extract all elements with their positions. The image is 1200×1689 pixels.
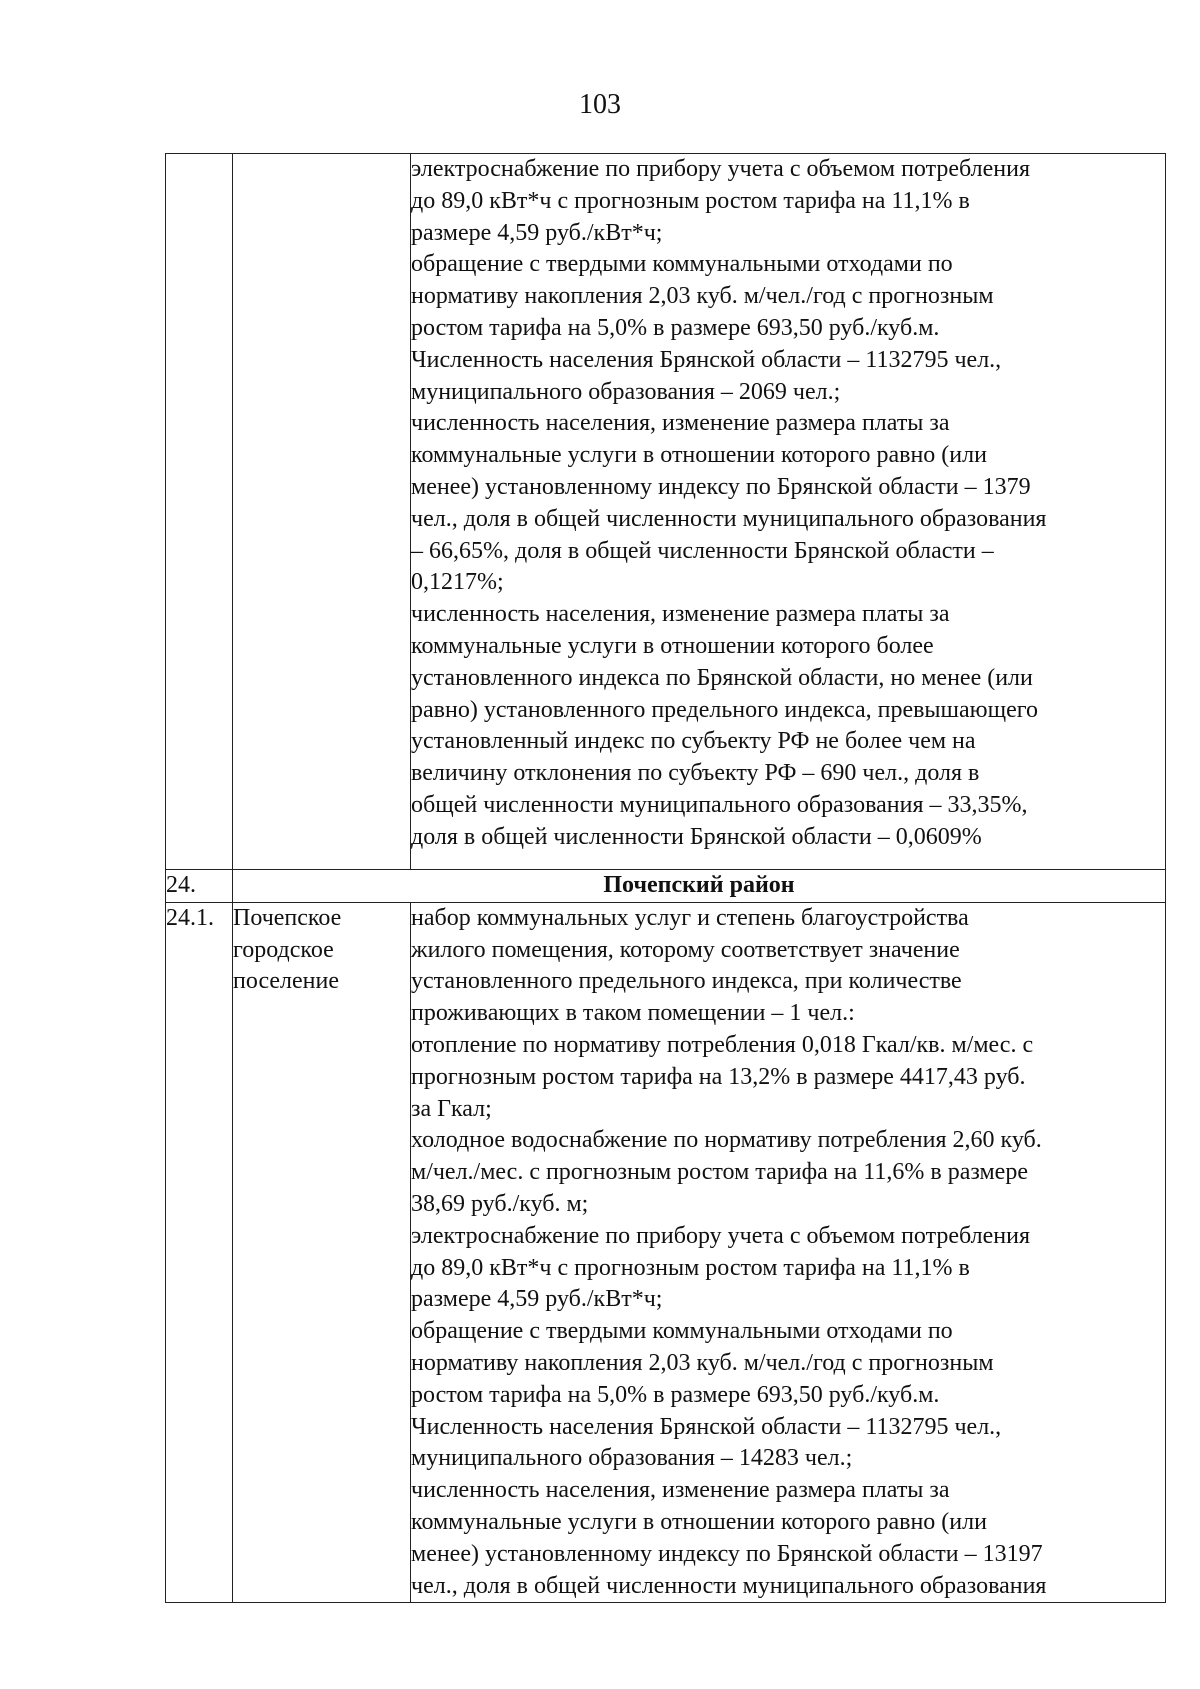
description-cell bbox=[411, 154, 1166, 870]
description-line: величину отклонения по субъекту РФ – 690 чел., доля в bbox=[411, 760, 980, 787]
description-line: 0,1217%; bbox=[411, 569, 504, 596]
description-line: холодное водоснабжение по нормативу потребления 2,60 куб. bbox=[411, 1127, 1042, 1154]
table-row-continuation bbox=[166, 154, 1166, 870]
description-line: менее) установленному индексу по Брянской области – 1379 bbox=[411, 473, 1031, 500]
row-number-cell bbox=[166, 154, 233, 870]
description-line: 38,69 руб./куб. м; bbox=[411, 1190, 589, 1217]
description-line: установленного предельного индекса, при количестве bbox=[411, 968, 962, 995]
table-row-district bbox=[166, 870, 1166, 903]
description-line: муниципального образования – 2069 чел.; bbox=[411, 378, 841, 405]
description-line: электроснабжение по прибору учета с объемом потребления bbox=[411, 1222, 1030, 1249]
municipality-name-cell bbox=[233, 902, 411, 1603]
description-line: до 89,0 кВт*ч с прогнозным ростом тарифа на 11,1% в bbox=[411, 1254, 970, 1281]
district-number-cell: 24. bbox=[166, 870, 233, 903]
row-number-cell: 24.1. bbox=[166, 902, 233, 1603]
municipality-name-line: Почепское bbox=[233, 904, 342, 931]
description-line: численность населения, изменение размера платы за bbox=[411, 410, 950, 437]
description-line: ростом тарифа на 5,0% в размере 693,50 руб./куб.м. bbox=[411, 314, 940, 341]
description-line: чел., доля в общей численности муниципального образования bbox=[411, 1572, 1047, 1599]
description-line: Численность населения Брянской области – 1132795 чел., bbox=[411, 346, 1002, 373]
description-line: Численность населения Брянской области – 1132795 чел., bbox=[411, 1413, 1002, 1440]
table-row-settlement bbox=[166, 902, 1166, 1603]
description-line: до 89,0 кВт*ч с прогнозным ростом тарифа на 11,1% в bbox=[411, 187, 970, 214]
description-line: муниципального образования – 14283 чел.; bbox=[411, 1445, 853, 1472]
description-line: размере 4,59 руб./кВт*ч; bbox=[411, 1286, 663, 1313]
description-line: коммунальные услуги в отношении которого равно (или bbox=[411, 442, 987, 469]
description-line: установленный индекс по субъекту РФ не более чем на bbox=[411, 728, 976, 755]
description-line: численность населения, изменение размера платы за bbox=[411, 601, 950, 628]
description-cell bbox=[411, 902, 1166, 1603]
municipality-name-cell bbox=[233, 154, 411, 870]
municipality-name-line: поселение bbox=[233, 968, 340, 995]
description-line: установленного индекса по Брянской области, но менее (или bbox=[411, 664, 1033, 691]
tariff-table bbox=[165, 153, 1166, 1603]
description-line: проживающих в таком помещении – 1 чел.: bbox=[411, 1000, 855, 1027]
description-line: ростом тарифа на 5,0% в размере 693,50 руб./куб.м. bbox=[411, 1381, 940, 1408]
description-line: электроснабжение по прибору учета с объемом потребления bbox=[411, 156, 1030, 182]
description-line: м/чел./мес. с прогнозным ростом тарифа на 11,6% в размере bbox=[411, 1159, 1028, 1186]
description-line: обращение с твердыми коммунальными отходами по bbox=[411, 1318, 953, 1345]
description-line: коммунальные услуги в отношении которого равно (или bbox=[411, 1508, 987, 1535]
description-line: – 66,65%, доля в общей численности Брянской области – bbox=[411, 537, 994, 564]
district-title: Почепский район bbox=[233, 870, 1166, 903]
description-line: размере 4,59 руб./кВт*ч; bbox=[411, 219, 663, 246]
description-line: жилого помещения, которому соответствует значение bbox=[411, 936, 960, 963]
description-line: доля в общей численности Брянской области – 0,0609% bbox=[411, 823, 982, 850]
municipality-name-line: городское bbox=[233, 936, 334, 963]
description-line: менее) установленному индексу по Брянской области – 13197 bbox=[411, 1540, 1043, 1567]
description-line: обращение с твердыми коммунальными отходами по bbox=[411, 251, 953, 278]
description-line: нормативу накопления 2,03 куб. м/чел./год с прогнозным bbox=[411, 1349, 994, 1376]
description-line: чел., доля в общей численности муниципального образования bbox=[411, 505, 1047, 532]
description-line: отопление по нормативу потребления 0,018 Гкал/кв. м/мес. с bbox=[411, 1031, 1034, 1058]
description-line: набор коммунальных услуг и степень благоустройства bbox=[411, 904, 969, 931]
description-line: за Гкал; bbox=[411, 1095, 492, 1122]
description-line: общей численности муниципального образования – 33,35%, bbox=[411, 791, 1028, 818]
page-number: 103 bbox=[579, 89, 621, 120]
description-line: нормативу накопления 2,03 куб. м/чел./год с прогнозным bbox=[411, 283, 994, 310]
description-line: коммунальные услуги в отношении которого более bbox=[411, 632, 934, 659]
description-line: численность населения, изменение размера платы за bbox=[411, 1477, 950, 1504]
description-line: прогнозным ростом тарифа на 13,2% в размере 4417,43 руб. bbox=[411, 1063, 1026, 1090]
description-line: равно) установленного предельного индекса, превышающего bbox=[411, 696, 1038, 723]
